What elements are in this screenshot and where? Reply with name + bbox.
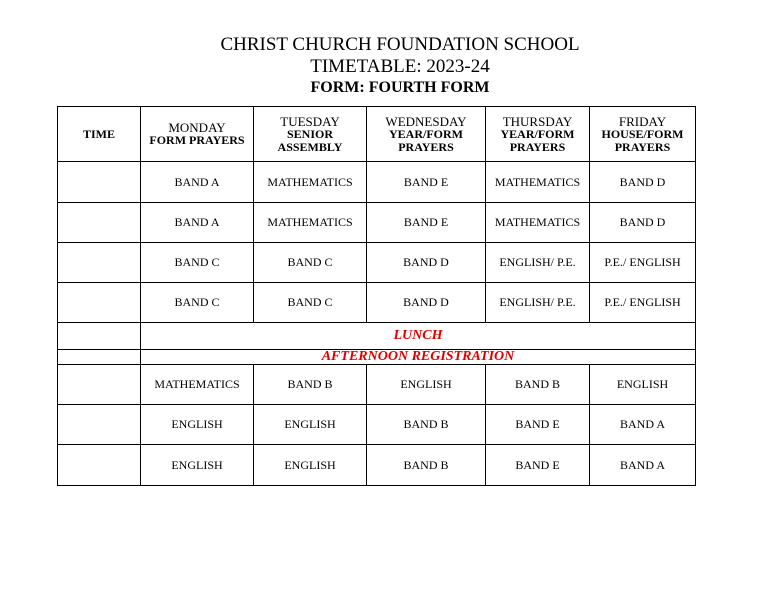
time-cell xyxy=(58,243,141,283)
day-header-monday xyxy=(141,107,254,162)
table-cell: ENGLISH xyxy=(141,445,254,486)
day-event: SENIOR ASSEMBLY xyxy=(277,126,343,154)
table-cell: BAND D xyxy=(590,162,696,203)
table-cell: BAND A xyxy=(141,203,254,243)
time-cell xyxy=(58,365,141,405)
table-cell: MATHEMATICS xyxy=(486,162,590,203)
table-cell: BAND E xyxy=(367,203,486,243)
table-cell: BAND B xyxy=(367,445,486,486)
table-cell: BAND D xyxy=(367,283,486,323)
table-row xyxy=(58,162,696,203)
registration-label: AFTERNOON REGISTRATION xyxy=(321,349,515,364)
day-header-friday xyxy=(590,107,696,162)
table-cell: BAND E xyxy=(486,405,590,445)
day-name: MONDAY xyxy=(168,120,226,135)
time-cell xyxy=(58,283,141,323)
table-cell: ENGLISH xyxy=(254,445,367,486)
day-event: FORM PRAYERS xyxy=(149,133,245,147)
table-cell: ENGLISH/ P.E. xyxy=(486,283,590,323)
table-row xyxy=(58,405,696,445)
day-event: HOUSE/FORM PRAYERS xyxy=(601,126,684,154)
table-cell: BAND E xyxy=(367,162,486,203)
table-cell: BAND B xyxy=(486,365,590,405)
table-row xyxy=(58,243,696,283)
lunch-row xyxy=(58,323,696,350)
day-name: FRIDAY xyxy=(618,113,667,129)
lunch-label: LUNCH xyxy=(393,328,443,343)
table-row xyxy=(58,445,696,486)
school-title: CHRIST CHURCH FOUNDATION SCHOOL xyxy=(220,34,580,55)
header-row xyxy=(58,107,696,162)
table-cell: MATHEMATICS xyxy=(254,162,367,203)
day-name: WEDNESDAY xyxy=(385,113,467,129)
time-header-cell xyxy=(58,107,141,162)
day-event: YEAR/FORM PRAYERS xyxy=(500,126,575,154)
table-cell: BAND D xyxy=(367,243,486,283)
table-cell: P.E./ ENGLISH xyxy=(590,283,696,323)
table-cell: ENGLISH xyxy=(254,405,367,445)
day-name: TUESDAY xyxy=(280,113,340,129)
table-cell: BAND A xyxy=(141,162,254,203)
registration-cell xyxy=(141,350,696,365)
day-header-thursday xyxy=(486,107,590,162)
day-name: THURSDAY xyxy=(502,113,573,129)
table-cell: MATHEMATICS xyxy=(254,203,367,243)
day-header-tuesday xyxy=(254,107,367,162)
table-cell: ENGLISH xyxy=(367,365,486,405)
table-cell: BAND D xyxy=(590,203,696,243)
table-cell: ENGLISH/ P.E. xyxy=(486,243,590,283)
table-cell: BAND A xyxy=(590,445,696,486)
table-row xyxy=(58,283,696,323)
table-row xyxy=(58,203,696,243)
table-cell: MATHEMATICS xyxy=(486,203,590,243)
lunch-cell xyxy=(141,323,696,350)
table-cell: BAND C xyxy=(141,283,254,323)
time-cell xyxy=(58,405,141,445)
registration-row xyxy=(58,350,696,365)
table-cell: BAND C xyxy=(254,283,367,323)
timetable-year: TIMETABLE: 2023-24 xyxy=(310,56,490,77)
time-header: TIME xyxy=(82,126,115,141)
time-cell xyxy=(58,445,141,486)
time-cell xyxy=(58,323,141,350)
table-cell: MATHEMATICS xyxy=(141,365,254,405)
table-cell: P.E./ ENGLISH xyxy=(590,243,696,283)
time-cell xyxy=(58,350,141,365)
table-cell: BAND C xyxy=(254,243,367,283)
day-header-wednesday xyxy=(367,107,486,162)
table-cell: BAND C xyxy=(141,243,254,283)
table-cell: ENGLISH xyxy=(590,365,696,405)
table-cell: BAND B xyxy=(367,405,486,445)
day-event: YEAR/FORM PRAYERS xyxy=(389,126,463,154)
table-cell: BAND B xyxy=(254,365,367,405)
form-label: FORM: FOURTH FORM xyxy=(310,79,490,96)
table-cell: BAND A xyxy=(590,405,696,445)
time-cell xyxy=(58,162,141,203)
table-row xyxy=(58,365,696,405)
table-cell: ENGLISH xyxy=(141,405,254,445)
table-cell: BAND E xyxy=(486,445,590,486)
timetable xyxy=(57,106,696,486)
time-cell xyxy=(58,203,141,243)
